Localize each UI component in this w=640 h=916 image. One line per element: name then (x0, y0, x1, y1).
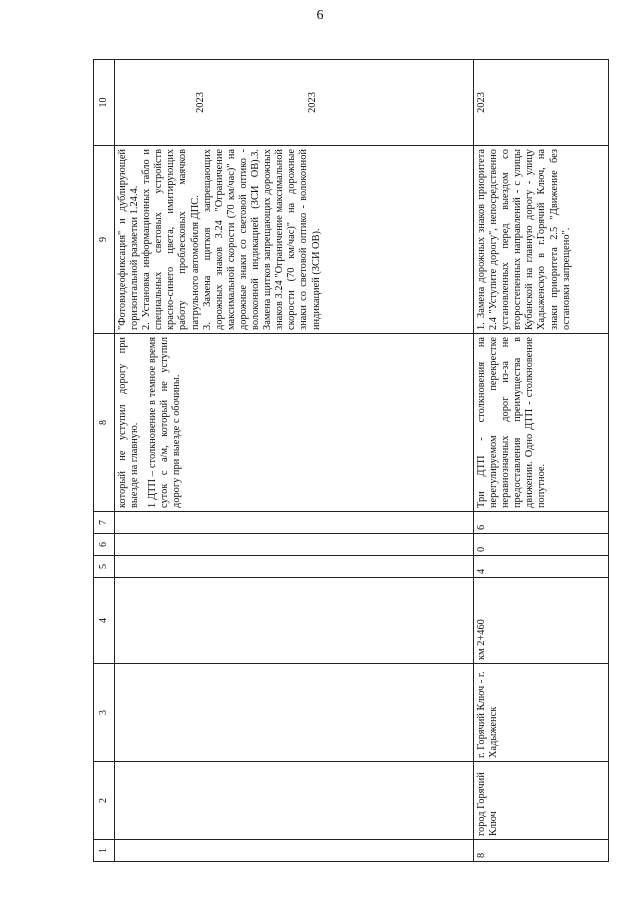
table-row (474, 60, 609, 862)
rotated-table-container (93, 60, 611, 862)
table-cell: 0 (474, 534, 609, 556)
table-cell (115, 840, 474, 862)
column-header: 4 (94, 578, 115, 664)
accident-description-cell (115, 334, 474, 512)
table-cell (115, 762, 474, 840)
measures-text: 1. Замена дорожных знаков приоритета 2.4 "Уступите дорогу", непосредственно установленных перед выездом со второстепенных направлений - с улицы Кубанской на главную дорогу - улицу Хадыженскую в г.Горячий Ключ, на знаки приоритета 2.5 "Движение без остановки запрещено". (476, 149, 572, 330)
table-cell (115, 556, 474, 578)
year-value: 2023 (195, 92, 206, 113)
page-number: 6 (316, 8, 324, 23)
table-cell (115, 512, 474, 534)
measures-text: "Фотовидеофиксация" и дублирующей горизонтальной разметки 1.24.4. (117, 149, 141, 330)
road-cell: г. Горячий Ключ - г. Хадыженск (474, 664, 609, 762)
kilometer-cell: км 2+460 (474, 578, 609, 664)
year-cell: 2023 (474, 60, 609, 146)
table-cell: 6 (474, 512, 609, 534)
table-cell: 4 (474, 556, 609, 578)
column-header: 5 (94, 556, 115, 578)
column-header: 10 (94, 60, 115, 146)
measures-text: 3. Замена щитков запрещающих дорожных знаков 3.24 "Ограничение максимальной скорости (70 км/час)" на дорожные знаки со световой оптико - волоконной индикацией (ЗСИ ОВ).3. Замена щитков запрещающих дорожных знаков 3.24 "Ограничение максимальной скорости (70 км/час)" на дорожные знаки со световой оптико - волоконной индикацией (ЗСИ ОВ). (201, 149, 322, 330)
data-table (93, 59, 609, 862)
measures-cell (474, 146, 609, 334)
column-header: 7 (94, 512, 115, 534)
column-header: 9 (94, 146, 115, 334)
year-value: 2023 (307, 92, 318, 113)
table-cell (115, 534, 474, 556)
measures-cell (115, 146, 474, 334)
column-header: 8 (94, 334, 115, 512)
accident-description-text: 1 ДТП – столкновение в темное время суток с а/м, который не уступил дорогу при выезде с обочины. (147, 337, 183, 508)
row-number-cell: 8 (474, 840, 609, 862)
table-row (115, 60, 474, 862)
table-cell (115, 664, 474, 762)
table-header-row (94, 60, 115, 862)
column-header: 3 (94, 664, 115, 762)
column-header: 6 (94, 534, 115, 556)
accident-description-text: Три ДТП - столкновения на нерегулируемом перекрестке неравнозначных дорог из-за не предоставления преимущества в движении. Одно ДТП - столкновение попутное. (476, 337, 548, 508)
year-cell (115, 60, 474, 146)
column-header: 2 (94, 762, 115, 840)
accident-description-text: который не уступил дорогу при выезде на главную. (117, 337, 141, 508)
measures-text: 2. Установка информационных табло и специальных световых устройств красно-синего цвета, имитирующих работу проблесковых маячков патрульного автомобиля ДПС. (141, 149, 201, 330)
column-header: 1 (94, 840, 115, 862)
table-cell (115, 578, 474, 664)
accident-description-cell (474, 334, 609, 512)
municipality-cell: город Горячий Ключ (474, 762, 609, 840)
